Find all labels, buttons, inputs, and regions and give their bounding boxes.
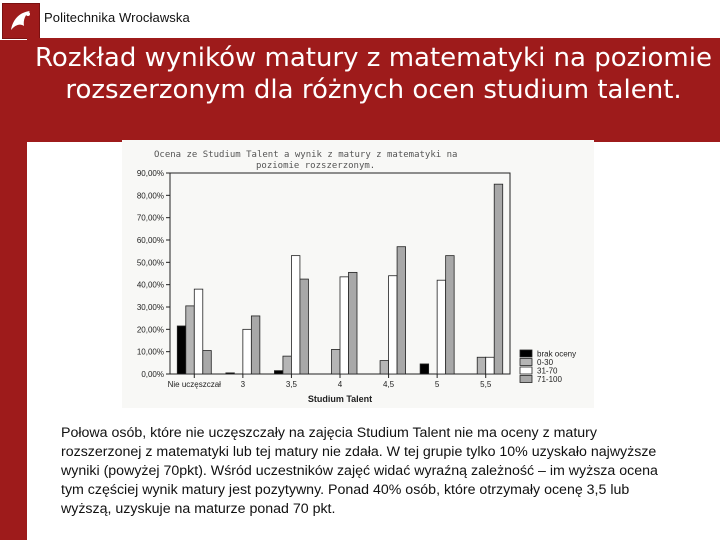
bar-0-30-2 xyxy=(283,356,292,374)
bar-0-30-0 xyxy=(186,306,195,374)
legend-swatch xyxy=(520,350,532,357)
legend-swatch xyxy=(520,359,532,366)
y-tick-label: 80,00% xyxy=(136,191,164,201)
bar-71-100-2 xyxy=(300,279,309,374)
y-tick-label: 60,00% xyxy=(136,236,164,245)
legend-swatch xyxy=(520,367,532,374)
left-accent-bar xyxy=(0,0,27,540)
bar-31-70-6 xyxy=(486,357,495,374)
bar-31-70-2 xyxy=(291,256,300,374)
bar-brak-oceny-0 xyxy=(177,326,186,374)
chart-title-line-2: poziomie rozszerzonym. xyxy=(256,161,376,171)
y-tick-label: 0,00% xyxy=(141,370,164,379)
bar-0-30-6 xyxy=(477,357,486,374)
bar-31-70-1 xyxy=(243,329,252,374)
legend-label: brak oceny xyxy=(537,349,577,359)
y-tick-label: 70,00% xyxy=(136,213,164,223)
x-tick-label: 4,5 xyxy=(383,380,395,389)
x-tick-label: Nie uczęszczał xyxy=(167,380,221,389)
x-axis-label: Studium Talent xyxy=(307,394,373,404)
slide-title: Rozkład wyników matury z matematyki na poziomie rozszerzonym dla różnych ocen studium talent. xyxy=(35,43,712,105)
chart-svg xyxy=(122,140,594,408)
legend-label: 71-100 xyxy=(537,375,562,384)
bar-brak-oceny-5 xyxy=(420,364,429,374)
chart-title-line-1: Ocena ze Studium Talent a wynik z matury z matematyki na xyxy=(154,150,458,160)
x-tick-label: 5,5 xyxy=(480,380,492,389)
bar-0-30-4 xyxy=(380,361,389,374)
body-paragraph: Połowa osób, które nie uczęszczały na zajęcia Studium Talent nie ma oceny z matury rozszerzonej z matematyki lub tej matury nie zdała. W tej grupie tylko 10% uzyskało najwyższe wyniki (powyżej 70pkt). Wśród uczestników zajęć widać wyraźną zależność – im wyższa ocena tym częściej wynik matury jest pozytywny. Ponad 40% osób, które otrzymały ocenę 3,5 lub wyższą, uzyskuje na maturze ponad 70 pkt. xyxy=(61,425,658,517)
bar-brak-oceny-2 xyxy=(274,371,283,374)
bar-71-100-1 xyxy=(251,316,260,374)
legend-swatch xyxy=(520,376,532,383)
bar-31-70-0 xyxy=(194,289,203,374)
y-tick-label: 10,00% xyxy=(136,347,164,357)
y-tick-label: 20,00% xyxy=(136,325,164,335)
bar-71-100-6 xyxy=(494,184,503,374)
legend-label: 0-30 xyxy=(537,358,554,367)
bar-71-100-4 xyxy=(397,247,406,374)
bar-71-100-0 xyxy=(203,351,212,374)
y-tick-label: 40,00% xyxy=(136,280,164,290)
bar-71-100-5 xyxy=(446,256,455,374)
y-tick-label: 30,00% xyxy=(136,303,164,312)
bar-31-70-3 xyxy=(340,277,349,374)
x-tick-label: 3 xyxy=(240,380,246,389)
y-tick-label: 90,00% xyxy=(136,169,164,178)
bar-31-70-4 xyxy=(389,276,398,374)
x-tick-label: 5 xyxy=(434,380,440,389)
x-tick-label: 4 xyxy=(337,380,343,389)
legend-label: 31-70 xyxy=(537,366,558,376)
university-logo-icon xyxy=(2,3,40,39)
bar-brak-oceny-1 xyxy=(226,373,235,374)
y-tick-label: 50,00% xyxy=(136,258,164,268)
bar-0-30-3 xyxy=(332,349,341,374)
bar-71-100-3 xyxy=(349,272,358,374)
logo-text: Politechnika Wrocławska xyxy=(44,10,190,25)
bar-31-70-5 xyxy=(437,280,446,374)
x-tick-label: 3,5 xyxy=(285,380,297,389)
chart xyxy=(122,140,594,408)
